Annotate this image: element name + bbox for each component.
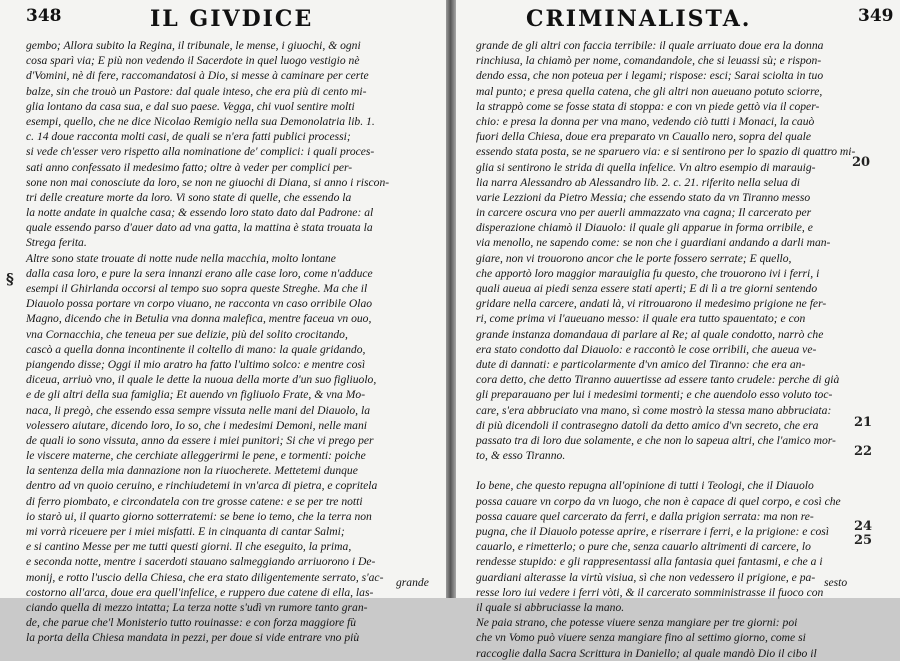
- text-line: rendesse stupido: e gli rappresentassi alla fantasia quei fantasmi, e che a i: [476, 555, 823, 569]
- text-line: varie Lezzioni da Pietro Messia; che essendo stato da vn Tiranno messo: [476, 190, 811, 204]
- left-running-head: IL GIVDICE: [150, 6, 314, 32]
- text-line: quale essendo parso d'auer dato ad vna gatta, la mattina è stata trouata la: [26, 221, 373, 235]
- text-line: Diauolo possa portare vn corpo viuano, ne racconta vn caso orribile Olao: [26, 297, 373, 311]
- text-line: Io bene, che questo repugna all'opinione di tutti i Teologi, che il Diauolo: [476, 479, 814, 493]
- text-line: il quale si abbruciasse la mano.: [476, 600, 625, 614]
- text-line: via menollo, ne sapendo come: se non che i guardiani andando a darli man-: [476, 236, 831, 250]
- text-line: chio: e presa la donna per vna mano, vedendo ciò tutti i Monaci, la cauò: [476, 114, 815, 128]
- text-line: giare, non vi trouorono ancor che le porte fossero serrate; E quello,: [476, 251, 792, 265]
- text-line: e de gli altri della sua famiglia; Et auendo vn figliuolo Frate, & vna Mo-: [26, 388, 366, 402]
- text-line: disperazione chiamò il Diauolo: il quale gli apparue in forma orribile, e: [476, 221, 813, 235]
- text-line: ri, come prima vi l'aueuano messo: il quale era tutto spauentato; e con: [476, 312, 806, 326]
- text-line: care, s'era abbruciato vna mano, sì come mostrò la stessa mano abbruciata:: [476, 403, 832, 417]
- text-line: cauarlo, e rimetterlo; o pure che, senza cauarlo altrimenti di carcere, lo: [476, 540, 811, 554]
- left-catchword: grande: [396, 576, 429, 589]
- text-line: essendo stata posta, se ne sparuero via: e si sentirono per lo spazio di quattro mi-: [476, 145, 856, 159]
- text-line: si vede ch'esser vero rispetto alla nominatione de' complici: i quali proces-: [26, 145, 375, 159]
- text-line: diceua, arriuò vno, il quale le dette la nuoua della morte d'un suo figliuolo,: [26, 373, 377, 387]
- text-line: Ne paia strano, che potesse viuere senza mangiare per tre giorni: poi: [476, 616, 798, 630]
- text-line: esempi, quello, che ne dice Nicolao Remigio nella sua Demonolatria lib. 1.: [26, 114, 375, 128]
- text-line: grande instanza domandaua di parlare al Re; al quale condotto, narrò che: [476, 327, 824, 341]
- text-line: volessero aiutare, dicendo loro, Io so, che i medesimi Demoni, nelle mani: [26, 418, 367, 432]
- right-page: [456, 0, 900, 660]
- text-line: in carcere oscura vno per auerli ammazzato vna cagna; Il carcerato per: [476, 206, 812, 220]
- text-line: naca, li pregò, che essendo essa sempre vissuta nelle mani del Diauolo, la: [26, 403, 370, 417]
- text-line: sati anno confessato il medesimo fatto; oltre à veder per complici per-: [26, 160, 353, 174]
- left-page-body: [26, 38, 418, 646]
- text-line: cora detto, che detto Tiranno auuertisse ad essere tanto crudele: perche di già: [476, 373, 840, 387]
- text-line: la porta della Chiesa mandata in pezzi, per doue si vide entrare vno più: [26, 631, 360, 645]
- text-line: ciando quella di mezzo intatta; La terza notte s'udì vn rumore tanto gran-: [26, 600, 368, 614]
- left-page: [0, 0, 446, 645]
- text-line: rinchiusa, la chiamò per nome, comandandole, che si leuassi sù; e rispon-: [476, 54, 822, 68]
- text-line: glia lontano da casa sua, e dal suo paese. Vegga, chi vuol sentire molti: [26, 99, 355, 113]
- margin-note: 21: [854, 415, 873, 430]
- text-line: possa cauare vn corpo da vn luogo, che non è capace di quel corpo, e così che: [476, 494, 841, 508]
- text-line: Strega ferita.: [26, 236, 87, 250]
- text-line: dute di dannati: e particolarmente d'vn amico del Tiranno: che era an-: [476, 357, 806, 371]
- text-line: d'Vomini, nè di fere, raccomandatosi à Dio, si messe à caminare per certe: [26, 69, 369, 83]
- text-line: de quali io sono vissuta, anno da essere i miei punitori; Si che vi prego per: [26, 433, 374, 447]
- text-line: gridare nella carcere, andati là, vi ritrouarono il medesimo prigione ne fer-: [476, 297, 827, 311]
- text-line: di ferro piombato, e circondatela con tre grosse catene: e se per tre notti: [26, 494, 363, 508]
- text-line: la sentenza della mia dannazione non la riuocherete. Mettetemi dunque: [26, 464, 358, 478]
- right-catchword: sesto: [824, 576, 848, 589]
- text-line: fuori della Chiesa, doue era preparato vn Cauallo nero, sopra del quale: [476, 130, 812, 144]
- text-line: vna Cornacchia, che teneua per sue delizie, più del solito crocitando,: [26, 327, 348, 341]
- right-page-body: [476, 38, 856, 661]
- text-line: mi vorrà riceuere per i miei misfatti. E in cinquanta di cantar Salmi;: [26, 525, 345, 538]
- text-line: cascò a quella donna incontinente il coltello di mano: la quale gridando,: [26, 342, 366, 356]
- text-line: mal punto; e presa quella catena, che gli altri non aueuano potuto sciorre,: [476, 84, 823, 98]
- margin-note: 22: [854, 444, 873, 459]
- text-line: piangendo disse; Oggi il mio aratro ha fatto l'ultimo solco: e mentre così: [26, 357, 366, 371]
- text-line: resse loro iui vedere i ferri vòti, & il carcerato somministrasse il fuoco con: [476, 585, 824, 599]
- text-line: esempi il Ghirlanda occorsi al tempo suo sopra queste Streghe. Ma che il: [26, 282, 368, 295]
- margin-note: 25: [854, 533, 873, 548]
- text-line: le viscere materne, che cerchiate alleggerirmi le pene, e tormenti: poiche: [26, 449, 366, 463]
- text-line: dendo essa, che non poteua per i legami; rispose: esci; Sarai sciolta in tuo: [476, 69, 824, 83]
- text-line: glia si sentirono le strida di quella infelice. Vn altro esempio di marauig-: [476, 160, 816, 174]
- text-line: dentro ad vn quoio ceruino, e rinchiudetemi in vn'arca di pietra, e copritela: [26, 479, 378, 493]
- text-line: la strappò come se fosse stata di stoppa: e con vn piede gettò via il coper-: [476, 99, 820, 113]
- text-line: Altre sono state trouate di notte nude nella macchia, molto lontane: [26, 251, 336, 265]
- text-line: raccoglie dalla Sacra Scrittura in Daniello; al quale mandò Dio il cibo il: [476, 646, 817, 660]
- text-line: monij, e rotto l'uscio della Chiesa, che era stato diligentemente serrato, s'ac-: [26, 570, 384, 584]
- right-running-head: CRIMINALISTA.: [526, 6, 752, 32]
- text-line: che apportò loro maggior marauiglia fu questo, che trouorono ivi i ferri, i: [476, 266, 820, 280]
- margin-note: 24: [854, 519, 873, 534]
- text-line: possa cauare quel carcerato da ferri, e dalla prigion serrata: ma non re-: [476, 509, 814, 523]
- right-page-number: 349: [858, 6, 894, 26]
- text-line: gli preparauano per lui i medesimi tormenti; e che auendolo esso voluto toc-: [476, 388, 833, 402]
- text-line: di più dicendoli il contrasegno datoli da detto amico d'vn secreto, che era: [476, 418, 819, 432]
- text-line: guardiani alterasse la virtù visiua, sì che non vedessero il prigione, e pa-: [476, 570, 816, 584]
- text-line: sone non mai conosciute da loro, se non ne giuochi di Diana, si anno i riscon-: [26, 175, 390, 189]
- text-line: tri delle creature morte da loro. Vi sono state di quelle, che essendo la: [26, 190, 352, 204]
- margin-note: 20: [852, 155, 871, 170]
- text-line: costorno all'arca, doue era quell'infelice, e ruppero due catene di ella, las-: [26, 585, 374, 599]
- text-line: cosa sparì via; E più non vedendo il Sacerdote in quel luogo vestigio nè: [26, 54, 360, 68]
- text-line: Magno, dicendo che in Betulia vna donna malefica, mentre faceua vn ouo,: [26, 312, 372, 326]
- text-line: [476, 463, 848, 478]
- book-gutter: [446, 0, 456, 598]
- text-line: e seconda notte, mentre i sacerdoti stauano salmeggiando arriuorono i De-: [26, 555, 376, 569]
- text-line: dalla casa loro, e pure la sera innanzi erano alle case loro, come n'adduce: [26, 266, 373, 280]
- margin-pilcrow-icon: §: [6, 270, 14, 288]
- text-line: quali aueua ai piedi senza essere stati aperti; E di lì a tre giorni sentendo: [476, 282, 818, 295]
- text-line: e si cantino Messe per me tutti questi giorni. Il che eseguito, la prima,: [26, 540, 352, 554]
- text-line: de, che parue che'l Monisterio tutto rouinasse: e con forza maggiore fù: [26, 616, 357, 630]
- text-line: passato tra di loro due solamente, e che non lo sapeua altri, che l'amico mor-: [476, 433, 836, 447]
- text-line: lia narra Alessandro ab Alessandro lib. 2. c. 21. riferito nella selua di: [476, 175, 800, 189]
- text-line: era stato condotto dal Diauolo: e raccontò le cose orribili, che aueua ve-: [476, 342, 817, 356]
- text-line: che vn Vomo può viuere senza mangiare fino al settimo giorno, come si: [476, 631, 806, 645]
- text-line: io starò ui, il quarto giorno sotterratemi: se bene io temo, che la terra non: [26, 509, 372, 523]
- text-line: pugna, che il Diauolo potesse aprire, e riserrare i ferri, e la prigione: e così: [476, 525, 830, 538]
- text-line: gembo; Allora subito la Regina, il tribunale, le mense, i giuochi, & ogni: [26, 39, 361, 52]
- left-page-number: 348: [26, 6, 62, 26]
- text-line: grande de gli altri con faccia terribile: il quale arriuato doue era la donna: [476, 39, 824, 52]
- text-line: balze, sin che trouò un Pastore: dal quale inteso, che era più di cento mi-: [26, 84, 367, 98]
- text-line: to, & esso Tiranno.: [476, 449, 566, 463]
- text-line: la notte andate in qualche casa; & essendo loro stato dato dal Padrone: al: [26, 206, 374, 220]
- text-line: c. 14 doue racconta molti casi, de quali se n'era fatti publici processi;: [26, 130, 351, 144]
